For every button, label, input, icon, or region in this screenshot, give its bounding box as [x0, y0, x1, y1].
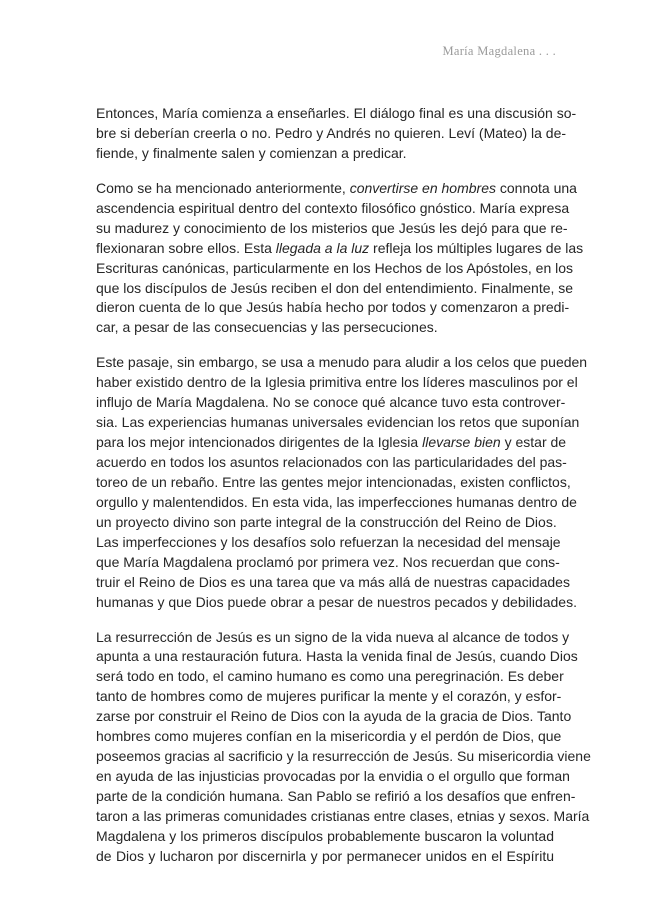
text-run: taron a las primeras comunidades cristianas entre clases, etnias y sexos. María	[96, 807, 590, 824]
text-run: bre si deberían creerla o no. Pedro y Andrés no quieren. Leví (Mateo) la de-	[96, 124, 567, 141]
text-line	[96, 298, 570, 318]
text-line	[96, 373, 578, 393]
text-run: Magdalena y los primeros discípulos probablemente buscaron la voluntad	[96, 827, 554, 844]
text-line	[96, 353, 588, 373]
text-line	[96, 553, 560, 573]
text-run: zarse por construir el Reino de Dios con la ayuda de la gracia de Dios. Tanto	[96, 708, 572, 725]
text-run: haber existido dentro de la Iglesia primitiva entre los líderes masculinos por el	[96, 374, 578, 391]
text-line	[96, 533, 561, 553]
text-line	[96, 667, 564, 687]
text-run: que los discípulos de Jesús reciben el don del entendimiento. Finalmente, se	[96, 279, 574, 296]
text-run: acuerdo en todos los asuntos relacionados con las particularidades del pas-	[96, 454, 567, 470]
text-run: será todo en todo, el camino humano es como una peregrinación. Es deber	[96, 668, 564, 685]
text-run: car, a pesar de las consecuencias y las persecuciones.	[96, 319, 438, 336]
text-run: sia. Las experiencias humanas universales evidencian los retos que suponían	[96, 414, 580, 431]
text-run: poseemos gracias al sacrificio y la resurrección de Jesús. Su misericordia viene	[96, 748, 591, 765]
text-line	[96, 827, 554, 847]
text-run: truir el Reino de Dios es una tarea que va más allá de nuestras capacidades	[96, 573, 570, 590]
running-header: María Magdalena . . .	[442, 44, 556, 58]
text-run: fiende, y finalmente salen y comienzan a predicar.	[96, 144, 407, 161]
text-line	[96, 593, 577, 613]
text-run: en ayuda de las injusticias provocadas por la envidia o el orgullo que forman	[96, 768, 570, 785]
text-line	[96, 239, 584, 259]
text-run: apunta a una restauración futura. Hasta la venida final de Jesús, cuando Dios	[96, 648, 578, 665]
text-run: de Dios y lucharon por discernirla y por permanecer unidos en el Espíritu	[96, 847, 554, 864]
text-line	[96, 219, 568, 239]
text-line	[96, 493, 577, 513]
text-run: un proyecto divino son parte integral de la construcción del Reino de Dios.	[96, 513, 557, 530]
text-line	[96, 279, 574, 299]
text-run: dieron cuenta de lo que Jesús había hecho por todos y comenzaron a predi-	[96, 299, 570, 316]
text-line	[96, 573, 570, 593]
paragraph	[96, 628, 591, 867]
paragraph	[96, 179, 584, 339]
text-line	[96, 259, 574, 279]
text-line	[96, 727, 562, 747]
text-run: humanas y que Dios puede obrar a pesar de nuestros pecados y debilidades.	[96, 593, 577, 610]
text-run: que María Magdalena proclamó por primera vez. Nos recuerdan que cons-	[96, 553, 560, 570]
text-line	[96, 199, 570, 219]
text-run: refleja los múltiples lugares de las	[369, 239, 584, 256]
text-run: su madurez y conocimiento de los misterios que Jesús les dejó para que re-	[96, 219, 568, 236]
text-run: Escrituras canónicas, particularmente en los Hechos de los Apóstoles, en los	[96, 259, 574, 276]
text-run: Como se ha mencionado anteriormente,	[96, 179, 350, 196]
text-line	[96, 473, 571, 493]
text-run: hombres como mujeres confían en la misericordia y el perdón de Dios, que	[96, 728, 562, 745]
text-run: parte de la condición humana. San Pablo se refirió a los desafíos que enfren-	[96, 788, 576, 804]
text-run: orgullo y malentendidos. En esta vida, las imperfecciones humanas dentro de	[96, 493, 577, 510]
text-line	[96, 647, 578, 667]
text-line	[96, 747, 591, 767]
text-line	[96, 807, 590, 827]
text-run: influjo de María Magdalena. No se conoce qué alcance tuvo esta controver-	[96, 394, 566, 411]
text-run: y estar de	[500, 434, 567, 451]
text-line	[96, 318, 554, 338]
text-line	[96, 453, 567, 473]
text-line	[96, 393, 566, 413]
body-text	[96, 104, 591, 882]
text-line	[96, 144, 554, 164]
text-run: Entonces, María comienza a enseñarles. El diálogo final es una discusión so-	[96, 105, 577, 121]
paragraph	[96, 353, 588, 612]
text-line	[96, 767, 570, 787]
text-line	[96, 413, 580, 433]
text-line	[96, 847, 554, 867]
italic-phrase: llevarse bien	[422, 434, 501, 451]
text-line	[96, 628, 570, 648]
text-run: para los mejor intencionados dirigentes de la Iglesia	[96, 434, 423, 451]
text-line	[96, 124, 567, 144]
text-run: tanto de hombres como de mujeres purificar la mente y el corazón, y esfor-	[96, 688, 562, 705]
text-line	[96, 707, 572, 727]
text-run: La resurrección de Jesús es un signo de la vida nueva al alcance de todos y	[96, 628, 570, 645]
text-run: Las imperfecciones y los desafíos solo refuerzan la necesidad del mensaje	[96, 533, 561, 550]
text-run: flexionaran sobre ellos. Esta	[96, 239, 276, 256]
text-line	[96, 433, 567, 453]
text-run: ascendencia espiritual dentro del contexto filosófico gnóstico. María expresa	[96, 199, 570, 216]
text-line	[96, 687, 562, 707]
text-line	[96, 104, 577, 124]
text-line	[96, 787, 576, 807]
paragraph	[96, 104, 577, 164]
italic-phrase: convertirse en hombres	[349, 179, 496, 196]
text-line	[96, 179, 577, 199]
text-run: connota una	[496, 179, 577, 196]
text-run: toreo de un rebaño. Entre las gentes mejor intencionadas, existen conflictos,	[96, 473, 571, 490]
italic-phrase: llegada a la luz	[275, 239, 370, 256]
text-run: Este pasaje, sin embargo, se usa a menudo para aludir a los celos que pueden	[96, 354, 588, 371]
text-line	[96, 513, 557, 533]
